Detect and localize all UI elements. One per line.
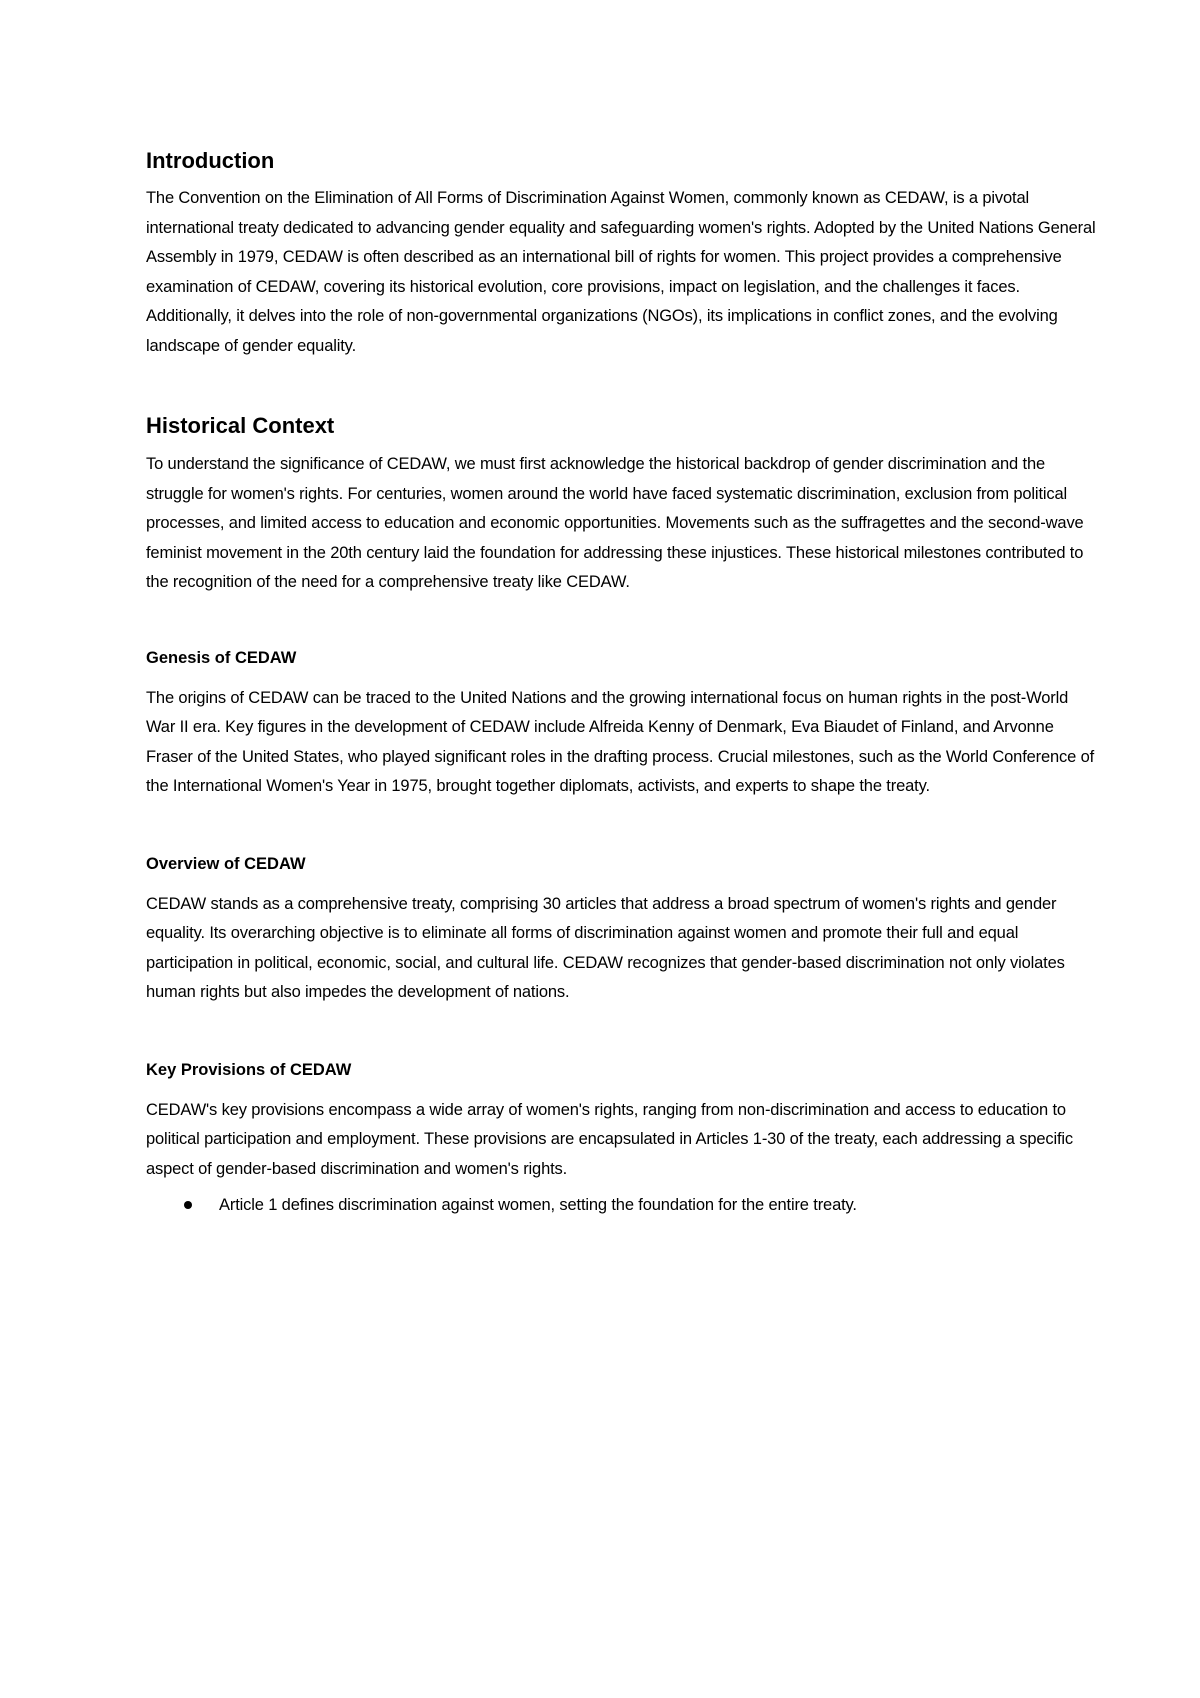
list-item-text: Article 1 defines discrimination against women, setting the foundation for the entire treaty. [219, 1196, 857, 1214]
heading-introduction: Introduction [146, 148, 275, 173]
paragraph-historical-context: To understand the significance of CEDAW, we must first acknowledge the historical backdrop of gender discrimination and the struggle for women's rights. For centuries, women around the world have faced systematic discrimination, exclusion from political processes, and limited access to education and economic opportunities. Movements such as the suffragettes and the second-wave feminist movement in the 20th century laid the foundation for addressing these injustices. These historical milestones contributed to the recognition of the need for a comprehensive treaty like CEDAW. [146, 455, 1084, 591]
bullet-icon [184, 1201, 192, 1209]
bullet-list [146, 1191, 1096, 1221]
document-content [146, 146, 1096, 1221]
paragraph-overview-of-cedaw: CEDAW stands as a comprehensive treaty, comprising 30 articles that address a broad spectrum of women's rights and gender equality. Its overarching objective is to eliminate all forms of discrimination against women and promote their full and equal participation in political, economic, social, and cultural life. CEDAW recognizes that gender-based discrimination not only violates human rights but also impedes the development of nations. [146, 894, 1065, 1001]
paragraph-genesis-of-cedaw: The origins of CEDAW can be traced to the United Nations and the growing international focus on human rights in the post-World War II era. Key figures in the development of CEDAW include Alfreida Kenny of Denmark, Eva Biaudet of Finland, and Arvonne Fraser of the United States, who played significant roles in the drafting process. Crucial milestones, such as the World Conference of the International Women's Year in 1975, brought together diplomats, activists, and experts to shape the treaty. [146, 688, 1095, 795]
paragraph-key-provisions: CEDAW's key provisions encompass a wide array of women's rights, ranging from non-discrimination and access to education to political participation and employment. These provisions are encapsulated in Articles 1-30 of the treaty, each addressing a specific aspect of gender-based discrimination and women's rights. [146, 1100, 1074, 1178]
heading-genesis-of-cedaw: Genesis of CEDAW [146, 648, 297, 667]
paragraph-introduction: The Convention on the Elimination of All Forms of Discrimination Against Women, commonly known as CEDAW, is a pivotal international treaty dedicated to advancing gender equality and safeguarding women's rights. Adopted by the United Nations General Assembly in 1979, CEDAW is often described as an international bill of rights for women. This project provides a comprehensive examination of CEDAW, covering its historical evolution, core provisions, impact on legislation, and the challenges it faces. Additionally, it delves into the role of non-governmental organizations (NGOs), its implications in conflict zones, and the evolving landscape of gender equality. [146, 189, 1096, 355]
list-item [146, 1191, 1096, 1221]
heading-key-provisions: Key Provisions of CEDAW [146, 1060, 352, 1079]
heading-historical-context: Historical Context [146, 413, 335, 438]
heading-overview-of-cedaw: Overview of CEDAW [146, 854, 306, 873]
